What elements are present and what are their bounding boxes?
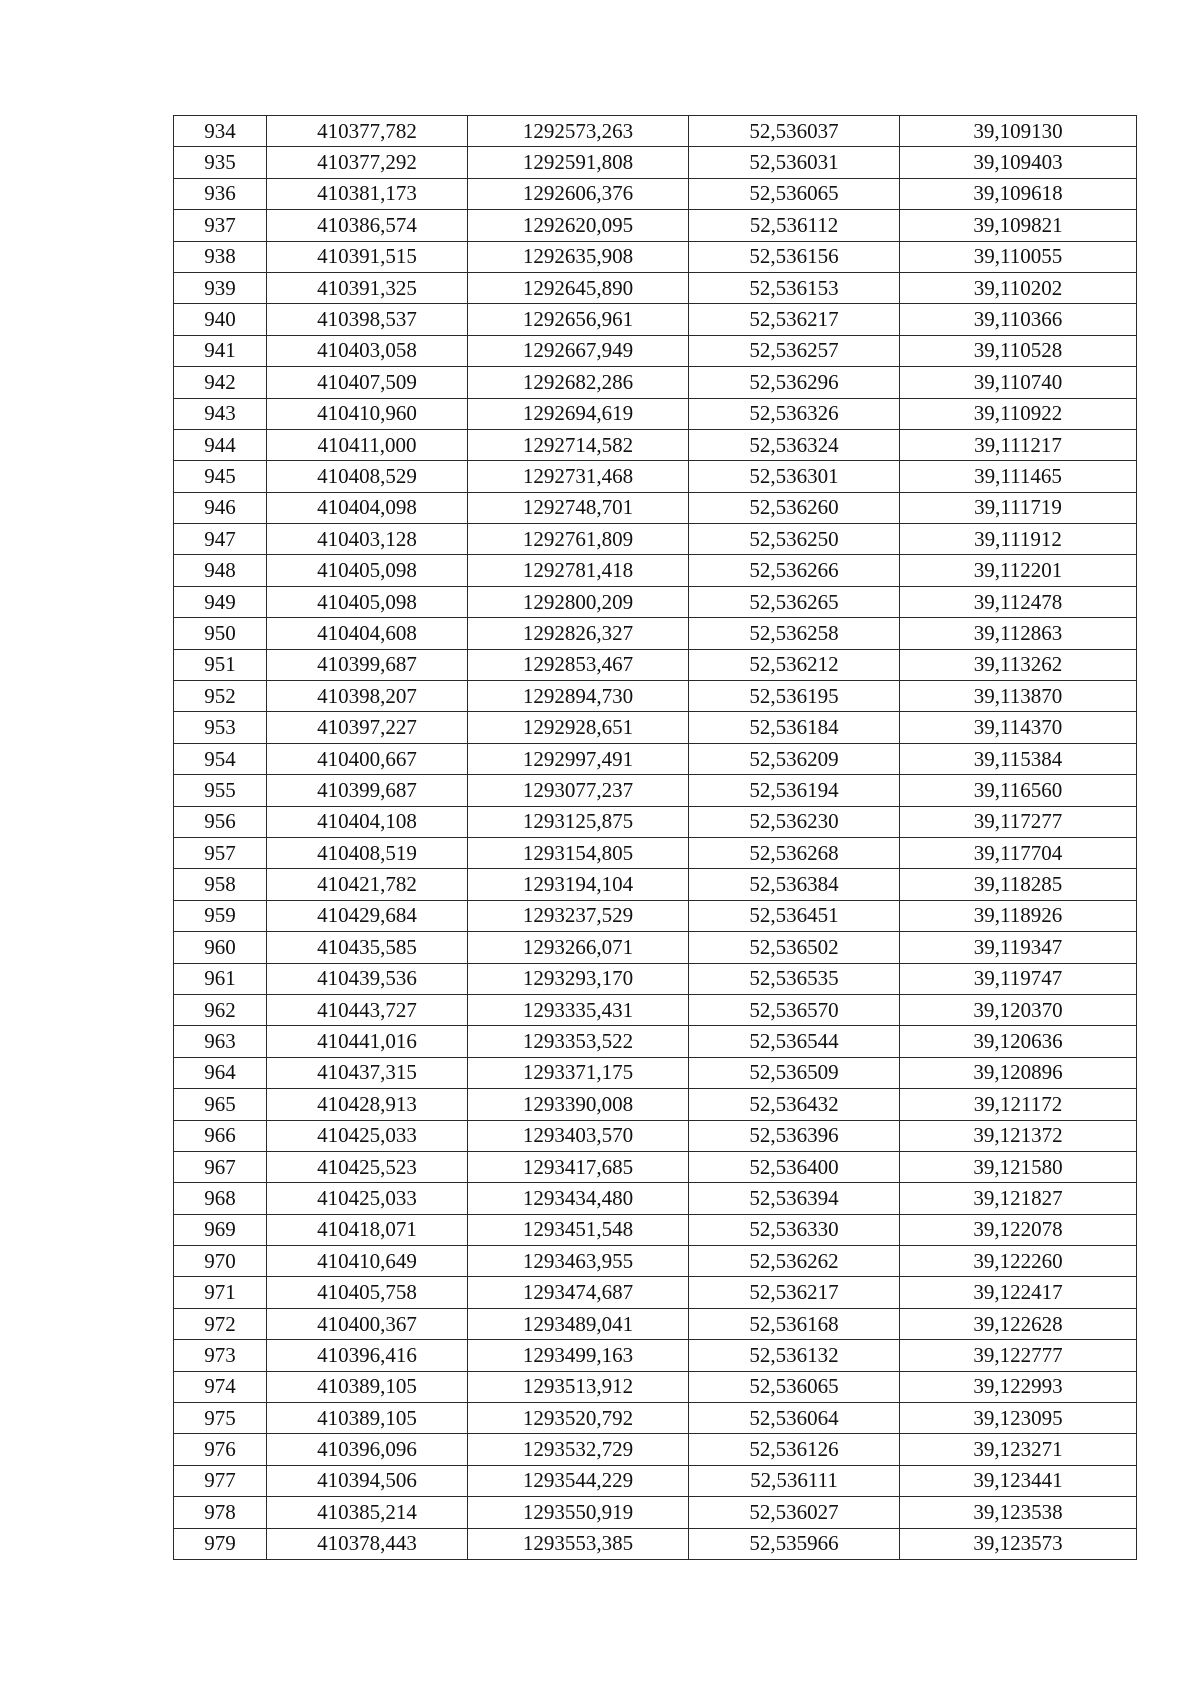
table-row xyxy=(174,178,1137,209)
longitude-cell: 39,114370 xyxy=(900,712,1137,743)
latitude-cell: 52,536268 xyxy=(689,837,900,868)
x-coordinate-cell: 410399,687 xyxy=(267,775,468,806)
point-number-cell: 957 xyxy=(174,837,267,868)
x-coordinate-cell: 410421,782 xyxy=(267,869,468,900)
point-number-cell: 972 xyxy=(174,1308,267,1339)
y-coordinate-cell: 1292645,890 xyxy=(468,272,689,303)
longitude-cell: 39,113870 xyxy=(900,681,1137,712)
y-coordinate-cell: 1293194,104 xyxy=(468,869,689,900)
point-number-cell: 943 xyxy=(174,398,267,429)
longitude-cell: 39,117277 xyxy=(900,806,1137,837)
table-row xyxy=(174,272,1137,303)
latitude-cell: 52,536132 xyxy=(689,1340,900,1371)
latitude-cell: 52,536535 xyxy=(689,963,900,994)
latitude-cell: 52,536502 xyxy=(689,932,900,963)
point-number-cell: 940 xyxy=(174,304,267,335)
y-coordinate-cell: 1292853,467 xyxy=(468,649,689,680)
latitude-cell: 52,536262 xyxy=(689,1246,900,1277)
latitude-cell: 52,536384 xyxy=(689,869,900,900)
latitude-cell: 52,536031 xyxy=(689,147,900,178)
longitude-cell: 39,122260 xyxy=(900,1246,1137,1277)
longitude-cell: 39,112478 xyxy=(900,586,1137,617)
y-coordinate-cell: 1293532,729 xyxy=(468,1434,689,1465)
point-number-cell: 936 xyxy=(174,178,267,209)
x-coordinate-cell: 410377,292 xyxy=(267,147,468,178)
longitude-cell: 39,111912 xyxy=(900,524,1137,555)
x-coordinate-cell: 410425,523 xyxy=(267,1151,468,1182)
longitude-cell: 39,122417 xyxy=(900,1277,1137,1308)
y-coordinate-cell: 1292620,095 xyxy=(468,210,689,241)
x-coordinate-cell: 410396,416 xyxy=(267,1340,468,1371)
y-coordinate-cell: 1293154,805 xyxy=(468,837,689,868)
y-coordinate-cell: 1293544,229 xyxy=(468,1465,689,1496)
longitude-cell: 39,122777 xyxy=(900,1340,1137,1371)
point-number-cell: 954 xyxy=(174,743,267,774)
y-coordinate-cell: 1292997,491 xyxy=(468,743,689,774)
longitude-cell: 39,116560 xyxy=(900,775,1137,806)
point-number-cell: 953 xyxy=(174,712,267,743)
point-number-cell: 973 xyxy=(174,1340,267,1371)
y-coordinate-cell: 1292800,209 xyxy=(468,586,689,617)
table-row xyxy=(174,900,1137,931)
point-number-cell: 960 xyxy=(174,932,267,963)
table-row xyxy=(174,1465,1137,1496)
point-number-cell: 966 xyxy=(174,1120,267,1151)
point-number-cell: 939 xyxy=(174,272,267,303)
table-row xyxy=(174,147,1137,178)
longitude-cell: 39,113262 xyxy=(900,649,1137,680)
point-number-cell: 971 xyxy=(174,1277,267,1308)
table-row xyxy=(174,963,1137,994)
table-row xyxy=(174,1403,1137,1434)
y-coordinate-cell: 1292781,418 xyxy=(468,555,689,586)
longitude-cell: 39,119347 xyxy=(900,932,1137,963)
y-coordinate-cell: 1293520,792 xyxy=(468,1403,689,1434)
x-coordinate-cell: 410425,033 xyxy=(267,1120,468,1151)
latitude-cell: 52,536265 xyxy=(689,586,900,617)
longitude-cell: 39,109403 xyxy=(900,147,1137,178)
point-number-cell: 967 xyxy=(174,1151,267,1182)
x-coordinate-cell: 410411,000 xyxy=(267,429,468,460)
y-coordinate-cell: 1293489,041 xyxy=(468,1308,689,1339)
table-row xyxy=(174,335,1137,366)
y-coordinate-cell: 1293553,385 xyxy=(468,1528,689,1559)
point-number-cell: 951 xyxy=(174,649,267,680)
table-row xyxy=(174,367,1137,398)
latitude-cell: 52,536212 xyxy=(689,649,900,680)
longitude-cell: 39,119747 xyxy=(900,963,1137,994)
point-number-cell: 937 xyxy=(174,210,267,241)
x-coordinate-cell: 410398,537 xyxy=(267,304,468,335)
point-number-cell: 968 xyxy=(174,1183,267,1214)
longitude-cell: 39,122628 xyxy=(900,1308,1137,1339)
latitude-cell: 52,536184 xyxy=(689,712,900,743)
latitude-cell: 52,536260 xyxy=(689,492,900,523)
x-coordinate-cell: 410405,098 xyxy=(267,586,468,617)
point-number-cell: 938 xyxy=(174,241,267,272)
x-coordinate-cell: 410408,519 xyxy=(267,837,468,868)
point-number-cell: 963 xyxy=(174,1026,267,1057)
longitude-cell: 39,123573 xyxy=(900,1528,1137,1559)
coordinates-table xyxy=(173,115,1137,1560)
y-coordinate-cell: 1292761,809 xyxy=(468,524,689,555)
point-number-cell: 977 xyxy=(174,1465,267,1496)
table-row xyxy=(174,210,1137,241)
table-row xyxy=(174,775,1137,806)
latitude-cell: 52,536330 xyxy=(689,1214,900,1245)
latitude-cell: 52,536324 xyxy=(689,429,900,460)
point-number-cell: 969 xyxy=(174,1214,267,1245)
x-coordinate-cell: 410443,727 xyxy=(267,994,468,1025)
table-row xyxy=(174,1371,1137,1402)
table-row xyxy=(174,241,1137,272)
longitude-cell: 39,121827 xyxy=(900,1183,1137,1214)
y-coordinate-cell: 1292667,949 xyxy=(468,335,689,366)
latitude-cell: 52,536064 xyxy=(689,1403,900,1434)
point-number-cell: 945 xyxy=(174,461,267,492)
x-coordinate-cell: 410381,173 xyxy=(267,178,468,209)
x-coordinate-cell: 410410,649 xyxy=(267,1246,468,1277)
longitude-cell: 39,109130 xyxy=(900,116,1137,147)
longitude-cell: 39,110055 xyxy=(900,241,1137,272)
x-coordinate-cell: 410378,443 xyxy=(267,1528,468,1559)
latitude-cell: 52,536296 xyxy=(689,367,900,398)
latitude-cell: 52,535966 xyxy=(689,1528,900,1559)
table-row xyxy=(174,1528,1137,1559)
latitude-cell: 52,536326 xyxy=(689,398,900,429)
longitude-cell: 39,121372 xyxy=(900,1120,1137,1151)
latitude-cell: 52,536209 xyxy=(689,743,900,774)
x-coordinate-cell: 410377,782 xyxy=(267,116,468,147)
table-row xyxy=(174,461,1137,492)
longitude-cell: 39,110528 xyxy=(900,335,1137,366)
x-coordinate-cell: 410429,684 xyxy=(267,900,468,931)
latitude-cell: 52,536112 xyxy=(689,210,900,241)
point-number-cell: 947 xyxy=(174,524,267,555)
x-coordinate-cell: 410400,667 xyxy=(267,743,468,774)
y-coordinate-cell: 1293266,071 xyxy=(468,932,689,963)
x-coordinate-cell: 410403,058 xyxy=(267,335,468,366)
point-number-cell: 935 xyxy=(174,147,267,178)
point-number-cell: 948 xyxy=(174,555,267,586)
latitude-cell: 52,536217 xyxy=(689,304,900,335)
table-row xyxy=(174,1308,1137,1339)
longitude-cell: 39,122993 xyxy=(900,1371,1137,1402)
longitude-cell: 39,115384 xyxy=(900,743,1137,774)
y-coordinate-cell: 1293353,522 xyxy=(468,1026,689,1057)
x-coordinate-cell: 410389,105 xyxy=(267,1371,468,1402)
y-coordinate-cell: 1292573,263 xyxy=(468,116,689,147)
latitude-cell: 52,536400 xyxy=(689,1151,900,1182)
x-coordinate-cell: 410435,585 xyxy=(267,932,468,963)
longitude-cell: 39,121580 xyxy=(900,1151,1137,1182)
table-row xyxy=(174,429,1137,460)
table-row xyxy=(174,524,1137,555)
y-coordinate-cell: 1293403,570 xyxy=(468,1120,689,1151)
x-coordinate-cell: 410418,071 xyxy=(267,1214,468,1245)
table-row xyxy=(174,304,1137,335)
latitude-cell: 52,536301 xyxy=(689,461,900,492)
longitude-cell: 39,112863 xyxy=(900,618,1137,649)
y-coordinate-cell: 1293237,529 xyxy=(468,900,689,931)
table-row xyxy=(174,1340,1137,1371)
latitude-cell: 52,536111 xyxy=(689,1465,900,1496)
latitude-cell: 52,536394 xyxy=(689,1183,900,1214)
latitude-cell: 52,536168 xyxy=(689,1308,900,1339)
y-coordinate-cell: 1293390,008 xyxy=(468,1089,689,1120)
longitude-cell: 39,109618 xyxy=(900,178,1137,209)
longitude-cell: 39,120636 xyxy=(900,1026,1137,1057)
x-coordinate-cell: 410404,098 xyxy=(267,492,468,523)
x-coordinate-cell: 410441,016 xyxy=(267,1026,468,1057)
point-number-cell: 942 xyxy=(174,367,267,398)
point-number-cell: 944 xyxy=(174,429,267,460)
y-coordinate-cell: 1292714,582 xyxy=(468,429,689,460)
point-number-cell: 956 xyxy=(174,806,267,837)
point-number-cell: 976 xyxy=(174,1434,267,1465)
table-row xyxy=(174,1120,1137,1151)
table-row xyxy=(174,712,1137,743)
longitude-cell: 39,110366 xyxy=(900,304,1137,335)
latitude-cell: 52,536250 xyxy=(689,524,900,555)
longitude-cell: 39,109821 xyxy=(900,210,1137,241)
longitude-cell: 39,120370 xyxy=(900,994,1137,1025)
y-coordinate-cell: 1292656,961 xyxy=(468,304,689,335)
coordinates-table-body xyxy=(174,116,1137,1560)
x-coordinate-cell: 410407,509 xyxy=(267,367,468,398)
table-row xyxy=(174,398,1137,429)
point-number-cell: 975 xyxy=(174,1403,267,1434)
latitude-cell: 52,536396 xyxy=(689,1120,900,1151)
x-coordinate-cell: 410439,536 xyxy=(267,963,468,994)
point-number-cell: 959 xyxy=(174,900,267,931)
point-number-cell: 974 xyxy=(174,1371,267,1402)
y-coordinate-cell: 1293371,175 xyxy=(468,1057,689,1088)
point-number-cell: 965 xyxy=(174,1089,267,1120)
x-coordinate-cell: 410403,128 xyxy=(267,524,468,555)
point-number-cell: 950 xyxy=(174,618,267,649)
y-coordinate-cell: 1292894,730 xyxy=(468,681,689,712)
latitude-cell: 52,536065 xyxy=(689,178,900,209)
latitude-cell: 52,536266 xyxy=(689,555,900,586)
longitude-cell: 39,118926 xyxy=(900,900,1137,931)
y-coordinate-cell: 1293434,480 xyxy=(468,1183,689,1214)
x-coordinate-cell: 410404,608 xyxy=(267,618,468,649)
table-row xyxy=(174,1214,1137,1245)
latitude-cell: 52,536257 xyxy=(689,335,900,366)
y-coordinate-cell: 1293417,685 xyxy=(468,1151,689,1182)
longitude-cell: 39,120896 xyxy=(900,1057,1137,1088)
y-coordinate-cell: 1292731,468 xyxy=(468,461,689,492)
latitude-cell: 52,536027 xyxy=(689,1497,900,1528)
point-number-cell: 941 xyxy=(174,335,267,366)
point-number-cell: 964 xyxy=(174,1057,267,1088)
longitude-cell: 39,122078 xyxy=(900,1214,1137,1245)
longitude-cell: 39,110922 xyxy=(900,398,1137,429)
y-coordinate-cell: 1293499,163 xyxy=(468,1340,689,1371)
latitude-cell: 52,536156 xyxy=(689,241,900,272)
table-row xyxy=(174,681,1137,712)
table-row xyxy=(174,932,1137,963)
table-row xyxy=(174,1089,1137,1120)
latitude-cell: 52,536432 xyxy=(689,1089,900,1120)
table-row xyxy=(174,1246,1137,1277)
x-coordinate-cell: 410404,108 xyxy=(267,806,468,837)
table-row xyxy=(174,806,1137,837)
table-row xyxy=(174,586,1137,617)
x-coordinate-cell: 410425,033 xyxy=(267,1183,468,1214)
x-coordinate-cell: 410386,574 xyxy=(267,210,468,241)
point-number-cell: 952 xyxy=(174,681,267,712)
y-coordinate-cell: 1293077,237 xyxy=(468,775,689,806)
longitude-cell: 39,111719 xyxy=(900,492,1137,523)
longitude-cell: 39,121172 xyxy=(900,1089,1137,1120)
longitude-cell: 39,123095 xyxy=(900,1403,1137,1434)
point-number-cell: 961 xyxy=(174,963,267,994)
point-number-cell: 958 xyxy=(174,869,267,900)
latitude-cell: 52,536230 xyxy=(689,806,900,837)
point-number-cell: 934 xyxy=(174,116,267,147)
x-coordinate-cell: 410399,687 xyxy=(267,649,468,680)
y-coordinate-cell: 1293550,919 xyxy=(468,1497,689,1528)
latitude-cell: 52,536258 xyxy=(689,618,900,649)
latitude-cell: 52,536194 xyxy=(689,775,900,806)
table-row xyxy=(174,1497,1137,1528)
latitude-cell: 52,536037 xyxy=(689,116,900,147)
y-coordinate-cell: 1292748,701 xyxy=(468,492,689,523)
y-coordinate-cell: 1292606,376 xyxy=(468,178,689,209)
y-coordinate-cell: 1292682,286 xyxy=(468,367,689,398)
table-row xyxy=(174,116,1137,147)
x-coordinate-cell: 410391,325 xyxy=(267,272,468,303)
x-coordinate-cell: 410437,315 xyxy=(267,1057,468,1088)
longitude-cell: 39,112201 xyxy=(900,555,1137,586)
table-row xyxy=(174,1434,1137,1465)
y-coordinate-cell: 1292826,327 xyxy=(468,618,689,649)
longitude-cell: 39,110740 xyxy=(900,367,1137,398)
point-number-cell: 949 xyxy=(174,586,267,617)
table-row xyxy=(174,1277,1137,1308)
table-row xyxy=(174,618,1137,649)
point-number-cell: 962 xyxy=(174,994,267,1025)
x-coordinate-cell: 410405,098 xyxy=(267,555,468,586)
point-number-cell: 955 xyxy=(174,775,267,806)
table-row xyxy=(174,869,1137,900)
longitude-cell: 39,117704 xyxy=(900,837,1137,868)
longitude-cell: 39,110202 xyxy=(900,272,1137,303)
table-row xyxy=(174,492,1137,523)
longitude-cell: 39,123538 xyxy=(900,1497,1137,1528)
x-coordinate-cell: 410408,529 xyxy=(267,461,468,492)
y-coordinate-cell: 1293451,548 xyxy=(468,1214,689,1245)
latitude-cell: 52,536451 xyxy=(689,900,900,931)
table-row xyxy=(174,994,1137,1025)
longitude-cell: 39,118285 xyxy=(900,869,1137,900)
latitude-cell: 52,536570 xyxy=(689,994,900,1025)
x-coordinate-cell: 410397,227 xyxy=(267,712,468,743)
y-coordinate-cell: 1293125,875 xyxy=(468,806,689,837)
latitude-cell: 52,536509 xyxy=(689,1057,900,1088)
x-coordinate-cell: 410428,913 xyxy=(267,1089,468,1120)
longitude-cell: 39,123441 xyxy=(900,1465,1137,1496)
table-row xyxy=(174,555,1137,586)
x-coordinate-cell: 410394,506 xyxy=(267,1465,468,1496)
latitude-cell: 52,536195 xyxy=(689,681,900,712)
longitude-cell: 39,123271 xyxy=(900,1434,1137,1465)
y-coordinate-cell: 1293335,431 xyxy=(468,994,689,1025)
x-coordinate-cell: 410410,960 xyxy=(267,398,468,429)
point-number-cell: 946 xyxy=(174,492,267,523)
point-number-cell: 979 xyxy=(174,1528,267,1559)
y-coordinate-cell: 1292591,808 xyxy=(468,147,689,178)
table-row xyxy=(174,837,1137,868)
y-coordinate-cell: 1293293,170 xyxy=(468,963,689,994)
table-row xyxy=(174,649,1137,680)
table-row xyxy=(174,743,1137,774)
x-coordinate-cell: 410400,367 xyxy=(267,1308,468,1339)
latitude-cell: 52,536544 xyxy=(689,1026,900,1057)
y-coordinate-cell: 1292928,651 xyxy=(468,712,689,743)
y-coordinate-cell: 1293474,687 xyxy=(468,1277,689,1308)
latitude-cell: 52,536153 xyxy=(689,272,900,303)
longitude-cell: 39,111217 xyxy=(900,429,1137,460)
table-row xyxy=(174,1026,1137,1057)
x-coordinate-cell: 410389,105 xyxy=(267,1403,468,1434)
x-coordinate-cell: 410405,758 xyxy=(267,1277,468,1308)
x-coordinate-cell: 410385,214 xyxy=(267,1497,468,1528)
y-coordinate-cell: 1293463,955 xyxy=(468,1246,689,1277)
y-coordinate-cell: 1292635,908 xyxy=(468,241,689,272)
table-row xyxy=(174,1057,1137,1088)
table-row xyxy=(174,1151,1137,1182)
y-coordinate-cell: 1293513,912 xyxy=(468,1371,689,1402)
x-coordinate-cell: 410398,207 xyxy=(267,681,468,712)
x-coordinate-cell: 410391,515 xyxy=(267,241,468,272)
latitude-cell: 52,536065 xyxy=(689,1371,900,1402)
x-coordinate-cell: 410396,096 xyxy=(267,1434,468,1465)
y-coordinate-cell: 1292694,619 xyxy=(468,398,689,429)
point-number-cell: 970 xyxy=(174,1246,267,1277)
latitude-cell: 52,536217 xyxy=(689,1277,900,1308)
longitude-cell: 39,111465 xyxy=(900,461,1137,492)
table-row xyxy=(174,1183,1137,1214)
latitude-cell: 52,536126 xyxy=(689,1434,900,1465)
point-number-cell: 978 xyxy=(174,1497,267,1528)
